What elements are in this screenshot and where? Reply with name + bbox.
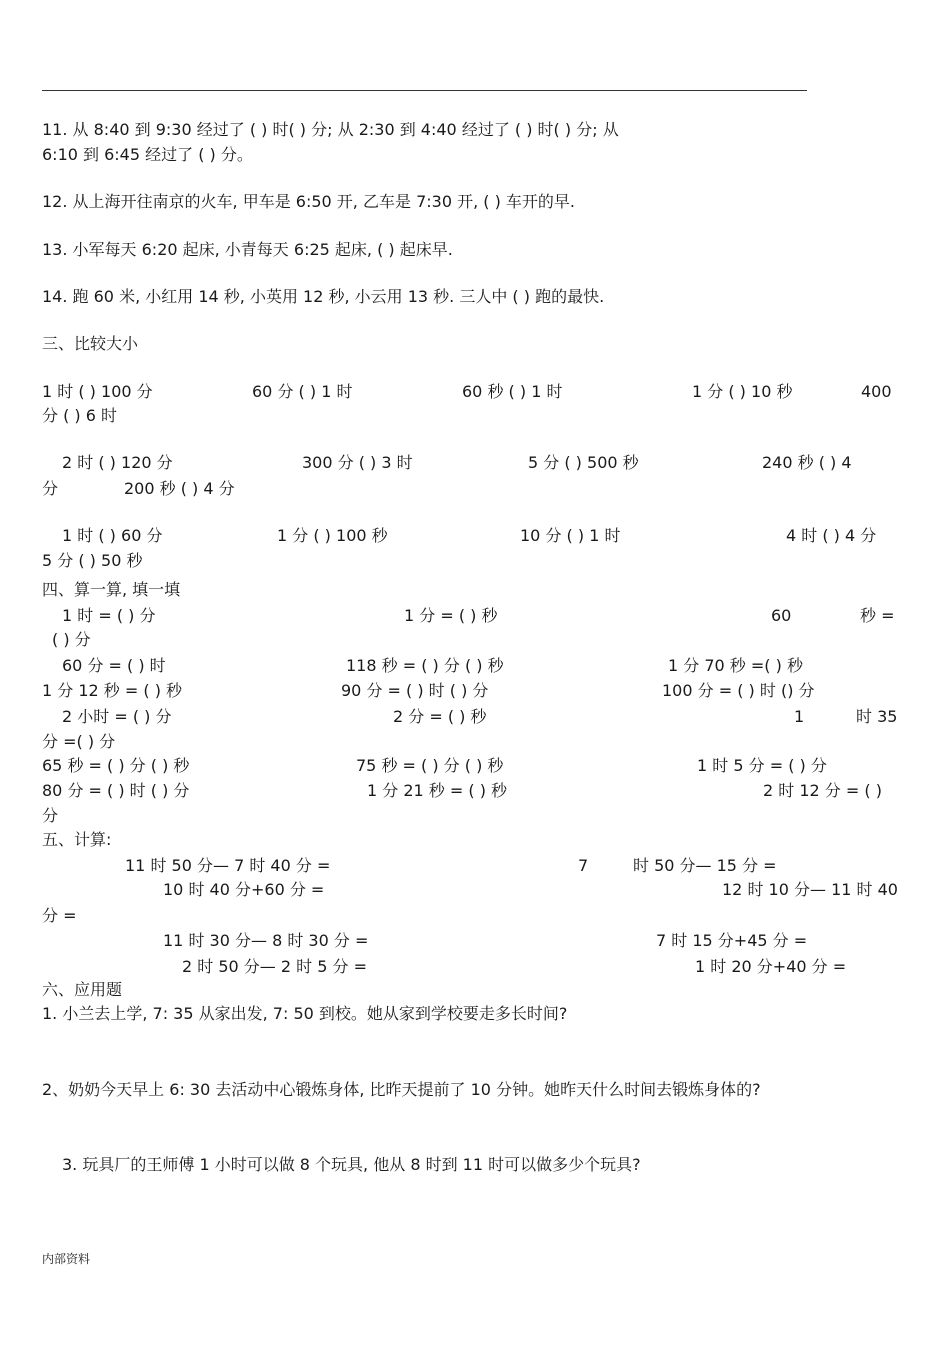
compare-item: 5 分 ( ) 500 秒	[528, 453, 639, 472]
footer-note: 内部资料	[42, 1252, 91, 1266]
calculation-item: 10 时 40 分+60 分 =	[163, 880, 325, 899]
conversion-item: 1 时 = ( ) 分	[62, 606, 156, 625]
calculation-item: 2 时 50 分— 2 时 5 分 =	[182, 957, 367, 976]
calculation-item: 11 时 30 分— 8 时 30 分 =	[163, 931, 369, 950]
conversion-item: 2 小时 = ( ) 分	[62, 707, 172, 726]
calculation-item: 12 时 10 分— 11 时 40	[722, 880, 898, 899]
conversion-item: 75 秒 = ( ) 分 ( ) 秒	[356, 756, 504, 775]
conversion-item: 1 时 5 分 = ( ) 分	[697, 756, 827, 775]
word-problem-2: 2、奶奶今天早上 6: 30 去活动中心锻炼身体, 比昨天提前了 10 分钟。她昨天什么时间去锻炼身体的?	[42, 1080, 761, 1099]
calculation-item: 分 =	[42, 906, 77, 925]
compare-item: 2 时 ( ) 120 分	[62, 453, 173, 472]
conversion-item: 60	[771, 606, 792, 625]
compare-item: 60 秒 ( ) 1 时	[462, 382, 563, 401]
question-11-line2: 6:10 到 6:45 经过了 ( ) 分。	[42, 145, 253, 164]
compare-item: 240 秒 ( ) 4	[762, 453, 852, 472]
section-6-title: 六、应用题	[42, 980, 123, 999]
conversion-item: 1 分 70 秒 =( ) 秒	[668, 656, 803, 675]
compare-item: 60 分 ( ) 1 时	[252, 382, 353, 401]
question-13: 13. 小军每天 6:20 起床, 小青每天 6:25 起床, ( ) 起床早.	[42, 240, 453, 259]
conversion-item: 100 分 = ( ) 时 () 分	[662, 681, 815, 700]
calculation-item: 1 时 20 分+40 分 =	[695, 957, 847, 976]
question-11-line1: 11. 从 8:40 到 9:30 经过了 ( ) 时( ) 分; 从 2:30 到 4:40 经过了 ( ) 时( ) 分; 从	[42, 120, 619, 139]
conversion-item: 1 分 21 秒 = ( ) 秒	[367, 781, 508, 800]
conversion-item: 1 分 12 秒 = ( ) 秒	[42, 681, 183, 700]
conversion-item: 118 秒 = ( ) 分 ( ) 秒	[346, 656, 504, 675]
conversion-item: 65 秒 = ( ) 分 ( ) 秒	[42, 756, 190, 775]
compare-row-3-cont: 5 分 ( ) 50 秒	[42, 551, 143, 570]
conversion-item: 2 分 = ( ) 秒	[393, 707, 487, 726]
compare-item: 200 秒 ( ) 4 分	[124, 479, 235, 498]
compare-item: 分	[42, 479, 59, 498]
section-5-title: 五、计算:	[42, 830, 112, 849]
compare-item: 300 分 ( ) 3 时	[302, 453, 413, 472]
conversion-item: 秒 =	[860, 606, 895, 625]
calculation-item: 时 50 分— 15 分 =	[633, 856, 777, 875]
conversion-item: 1 分 = ( ) 秒	[404, 606, 498, 625]
header-rule	[42, 90, 807, 91]
compare-item: 1 分 ( ) 100 秒	[277, 526, 388, 545]
compare-item: 1 分 ( ) 10 秒	[692, 382, 793, 401]
conversion-item: ( ) 分	[52, 630, 91, 649]
compare-item: 400	[861, 382, 892, 401]
question-14: 14. 跑 60 米, 小红用 14 秒, 小英用 12 秒, 小云用 13 秒. 三人中 ( ) 跑的最快.	[42, 287, 605, 306]
compare-row-1-cont: 分 ( ) 6 时	[42, 406, 118, 425]
compare-item: 1 时 ( ) 60 分	[62, 526, 163, 545]
section-3-title: 三、比较大小	[42, 334, 139, 353]
question-12: 12. 从上海开往南京的火车, 甲车是 6:50 开, 乙车是 7:30 开, ( ) 车开的早.	[42, 192, 575, 211]
conversion-item: 时 35	[856, 707, 898, 726]
conversion-item: 90 分 = ( ) 时 ( ) 分	[341, 681, 489, 700]
compare-item: 4 时 ( ) 4 分	[786, 526, 877, 545]
conversion-item: 分	[42, 806, 59, 825]
calculation-item: 7	[578, 856, 589, 875]
conversion-item: 80 分 = ( ) 时 ( ) 分	[42, 781, 190, 800]
compare-item: 10 分 ( ) 1 时	[520, 526, 621, 545]
conversion-item: 分 =( ) 分	[42, 732, 116, 751]
conversion-item: 2 时 12 分 = ( )	[763, 781, 882, 800]
section-4-title: 四、算一算, 填一填	[42, 580, 181, 599]
calculation-item: 7 时 15 分+45 分 =	[656, 931, 808, 950]
calculation-item: 11 时 50 分— 7 时 40 分 =	[125, 856, 331, 875]
word-problem-1: 1. 小兰去上学, 7: 35 从家出发, 7: 50 到校。她从家到学校要走多长时间?	[42, 1004, 568, 1023]
word-problem-3: 3. 玩具厂的王师傅 1 小时可以做 8 个玩具, 他从 8 时到 11 时可以做多少个玩具?	[62, 1155, 641, 1174]
conversion-item: 1	[794, 707, 805, 726]
compare-item: 1 时 ( ) 100 分	[42, 382, 153, 401]
conversion-item: 60 分 = ( ) 时	[62, 656, 166, 675]
